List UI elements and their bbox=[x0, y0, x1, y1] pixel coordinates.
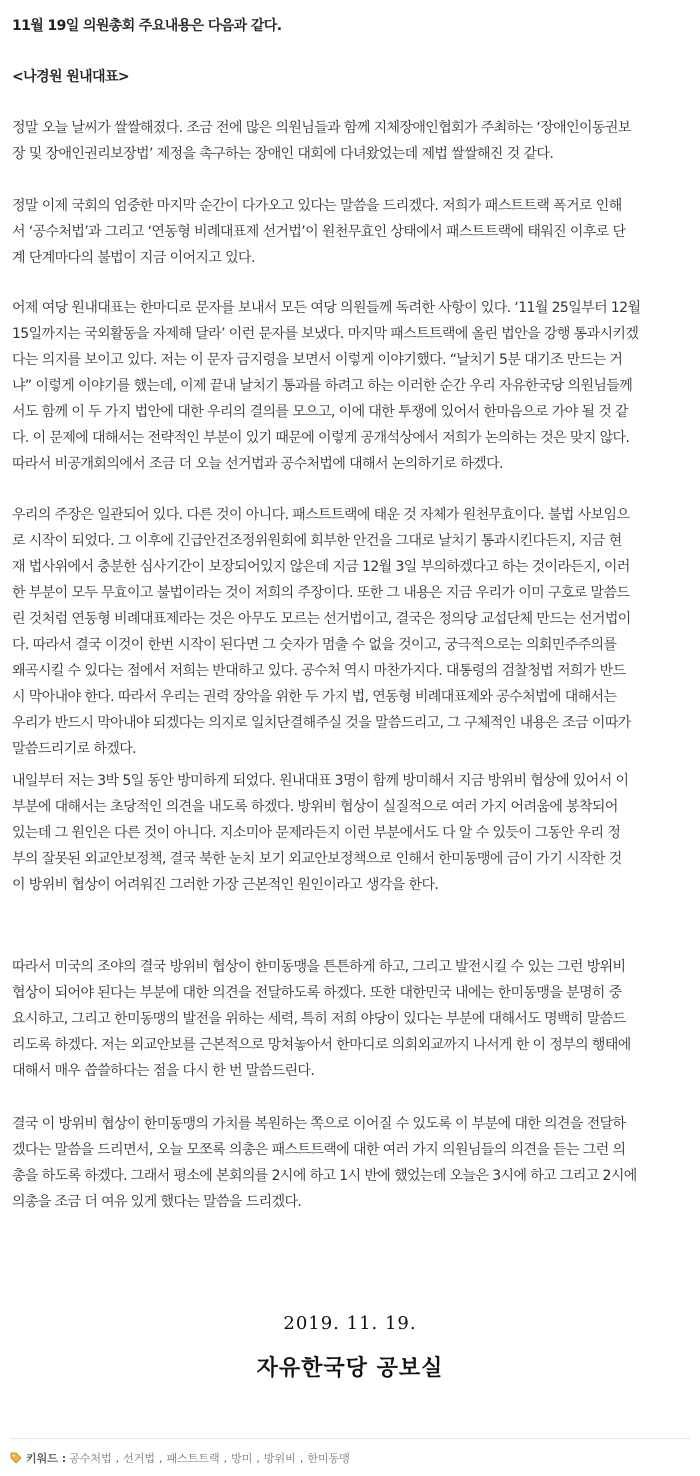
paragraph-line: 한 부분이 모두 무효이고 불법이라는 것이 저희의 주장이다. 또한 그 내용은 지금 우리가 이미 구호로 말씀드 bbox=[12, 585, 630, 601]
paragraph-line: 따라서 미국의 조야의 결국 방위비 협상이 한미동맹을 튼튼하게 하고, 그리고 발전시킬 수 있는 그런 방위비 bbox=[12, 959, 626, 975]
paragraph-line: 계 단계마다의 불법이 지금 이어지고 있다. bbox=[12, 250, 255, 266]
paragraph-line: 부분에 대해서는 초당적인 의견을 내도록 하겠다. 방위비 협상이 실질적으로 여러 가지 어려움에 봉착되어 bbox=[12, 799, 618, 815]
paragraph-line: 서도 함께 이 두 가지 법안에 대한 우리의 결의를 모으고, 이에 대한 투쟁에 있어서 한마음으로 가야 될 것 같 bbox=[12, 404, 628, 420]
keyword-link[interactable]: 방미 bbox=[231, 1452, 253, 1465]
keyword-link[interactable]: 선거법 bbox=[123, 1452, 156, 1465]
paragraph-line: 의총을 조금 더 여유 있게 했다는 말씀을 드리겠다. bbox=[12, 1194, 302, 1210]
keyword-separator: , bbox=[256, 1452, 260, 1465]
paragraph-line: 정말 오늘 날씨가 쌀쌀해졌다. 조금 전에 많은 의원님들과 함께 지체장애인협회가 주최하는 ‘장애인이동권보 bbox=[12, 120, 631, 136]
paragraph-line: 따라서 비공개회의에서 조금 더 오늘 선거법과 공수처법에 대해서 논의하기로 하겠다. bbox=[12, 456, 503, 472]
keyword-link[interactable]: 공수처법 bbox=[69, 1452, 112, 1465]
speaker-heading: <나경원 원내대표> bbox=[12, 69, 130, 85]
paragraph-line: 이 방위비 협상이 어려워진 그러한 가장 근본적인 원인이라고 생각을 한다. bbox=[12, 877, 439, 893]
paragraph-line: 총을 하도록 하겠다. 그래서 평소에 본회의를 2시에 하고 1시 반에 했었는데 오늘은 3시에 하고 그리고 2시에 bbox=[12, 1168, 637, 1184]
paragraph-line: 장 및 장애인권리보장법’ 제정을 촉구하는 장애인 대회에 다녀왔었는데 제법 쌀쌀해진 것 같다. bbox=[12, 146, 554, 162]
paragraph-line: 요시하고, 그리고 한미동맹의 발전을 위하는 세력, 특히 저희 야당이 있다는 부분에 대해서도 명백히 말씀드 bbox=[12, 1011, 626, 1027]
paragraph-line: 부의 잘못된 외교안보정책, 결국 북한 눈치 보기 외교안보정책으로 인해서 한미동맹에 금이 가기 시작한 것 bbox=[12, 851, 622, 867]
paragraph-line: 15일까지는 국외활동을 자제해 달라’ 이런 문자를 보냈다. 마지막 패스트트랙에 올린 법안을 강행 통과시키겠 bbox=[12, 326, 639, 342]
paragraph-line: 있는데 그 원인은 다른 것이 아니다. 지소미아 문제라든지 이런 부분에서도 다 알 수 있듯이 그동안 우리 정 bbox=[12, 825, 621, 841]
keywords-divider bbox=[10, 1438, 690, 1439]
paragraph-line: 서 ‘공수처법’과 그리고 ‘연동형 비례대표제 선거법’이 원천무효인 상태에서 패스트트랙에 태워진 이후로 단 bbox=[12, 224, 626, 240]
paragraph-line: 정말 이제 국회의 엄중한 마지막 순간이 다가오고 있다는 말씀을 드리겠다. 저희가 패스트트랙 폭거로 인해 bbox=[12, 198, 622, 214]
keyword-separator: , bbox=[223, 1452, 228, 1465]
paragraph-line: 다. 따라서 결국 이것이 한번 시작이 된다면 그 숫자가 멈출 수 없을 것이고, 궁극적으로는 의회민주주의를 bbox=[12, 637, 617, 653]
paragraph-line: 말씀드리기로 하겠다. bbox=[12, 741, 137, 757]
release-date: 2019. 11. 19. bbox=[283, 1313, 417, 1334]
keyword-link[interactable]: 한미동맹 bbox=[307, 1452, 350, 1465]
paragraph-line: 내일부터 저는 3박 5일 동안 방미하게 되었다. 원내대표 3명이 함께 방미해서 지금 방위비 협상에 있어서 이 bbox=[12, 773, 629, 789]
paragraph-line: 재 법사위에서 충분한 심사기간이 보장되어있지 않은데 지금 12월 3일 부의하겠다고 하는 것이라든지, 이러 bbox=[12, 559, 630, 575]
organization-name: 자유한국당 공보실 bbox=[256, 1356, 444, 1381]
keywords-bar bbox=[10, 1450, 350, 1466]
intro-line: 11월 19일 의원총회 주요내용은 다음과 같다. bbox=[12, 18, 282, 34]
paragraph-line: 협상이 되어야 된다는 부분에 대한 의견을 전달하도록 하겠다. 또한 대한민국 내에는 한미동맹을 분명히 중 bbox=[12, 985, 622, 1001]
keyword-separator: , bbox=[299, 1452, 304, 1465]
paragraph-line: 결국 이 방위비 협상이 한미동맹의 가치를 복원하는 쪽으로 이어질 수 있도록 이 부분에 대한 의견을 전달하 bbox=[12, 1116, 626, 1132]
keywords-list bbox=[69, 1450, 350, 1466]
keywords-label: 키워드 : bbox=[26, 1452, 67, 1465]
keyword-separator: , bbox=[159, 1452, 163, 1465]
paragraph-line: 우리의 주장은 일관되어 있다. 다른 것이 아니다. 패스트트랙에 태운 것 자체가 원천무효이다. 불법 사보임으 bbox=[12, 507, 630, 523]
keyword-link[interactable]: 패스트트랙 bbox=[166, 1452, 220, 1465]
tag-icon bbox=[10, 1452, 22, 1464]
paragraph-line: 냐” 이렇게 이야기를 했는데, 이제 끝내 날치기 통과를 하려고 하는 이러한 순간 우리 자유한국당 의원님들께 bbox=[12, 378, 633, 394]
paragraph-line: 다. 이 문제에 대해서는 전략적인 부분이 있기 때문에 이렇게 공개석상에서 저희가 논의하는 것은 맞지 않다. bbox=[12, 430, 630, 446]
keyword-separator: , bbox=[115, 1452, 120, 1465]
paragraph-line: 우리가 반드시 막아내야 되겠다는 의지로 일치단결해주실 것을 말씀드리고, 그 구체적인 내용은 조금 이따가 bbox=[12, 715, 631, 731]
keyword-link[interactable]: 방위비 bbox=[263, 1452, 296, 1465]
paragraph-line: 왜곡시킬 수 있다는 점에서 저희는 반대하고 있다. 공수처 역시 마찬가지다. 대통령의 검찰청법 저희가 반드 bbox=[12, 663, 626, 679]
paragraph-line: 다는 의지를 보이고 있다. 저는 이 문자 금지령을 보면서 이렇게 이야기했다. “날치기 5분 대기조 만드는 거 bbox=[12, 352, 623, 368]
paragraph-line: 어제 여당 원내대표는 한마디로 문자를 보내서 모든 여당 의원들께 독려한 사항이 있다. ‘11월 25일부터 12월 bbox=[12, 300, 641, 316]
paragraph-line: 로 시작이 되었다. 그 이후에 긴급안건조정위원회에 회부한 안건을 그대로 날치기 통과시킨다든지, 지금 현 bbox=[12, 533, 622, 549]
paragraph-line: 대해서 매우 씁쓸하다는 점을 다시 한 번 말씀드린다. bbox=[12, 1063, 315, 1079]
paragraph-line: 린 것처럼 연동형 비례대표제라는 것은 아무도 모르는 선거법이고, 결국은 정의당 교섭단체 만드는 선거법이 bbox=[12, 611, 631, 627]
paragraph-line: 시 막아내야 한다. 따라서 우리는 권력 장악을 위한 두 가지 법, 연동형 비례대표제와 공수처법에 대해서는 bbox=[12, 689, 617, 705]
paragraph-line: 겠다는 말씀을 드리면서, 오늘 모쪼록 의총은 패스트트랙에 대한 여러 가지 의원님들의 의견을 듣는 그런 의 bbox=[12, 1142, 626, 1158]
paragraph-line: 리도록 하겠다. 저는 외교안보를 근본적으로 망쳐놓아서 한마디로 의회외교까지 나서게 한 이 정부의 행태에 bbox=[12, 1037, 631, 1053]
